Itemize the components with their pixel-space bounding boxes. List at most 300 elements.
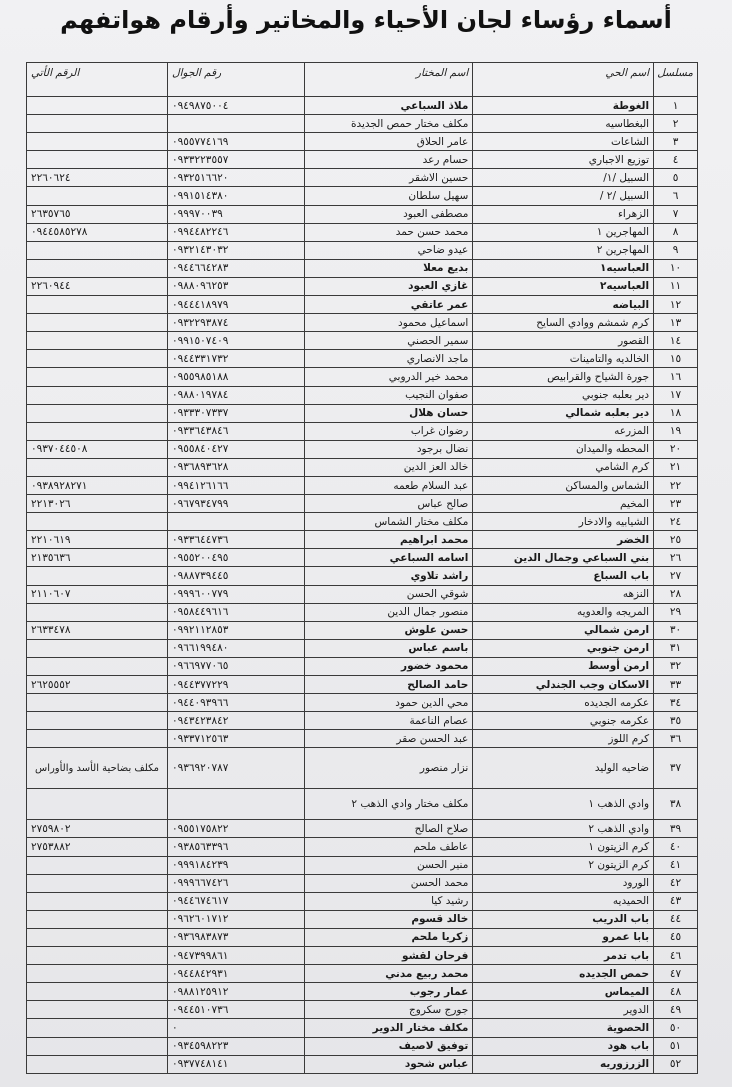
cell-mobile: ٠٩٤٤٦٧٤٦١٧ [167, 892, 304, 910]
cell-neighborhood: السبيل /٢ / [473, 187, 654, 205]
table-row [27, 621, 698, 639]
cell-serial: ٥ [654, 169, 698, 187]
cell-landline [27, 1037, 168, 1055]
cell-mukhtar: خالد قسوم [304, 910, 473, 928]
cell-mukhtar: عبد السلام طعمه [304, 476, 473, 494]
table-row [27, 187, 698, 205]
cell-mukhtar: عبد الحسن صقر [304, 730, 473, 748]
cell-neighborhood: الخضر [473, 531, 654, 549]
cell-serial: ١٥ [654, 350, 698, 368]
cell-mobile: ٠٩٣٦٩٨٣٨٧٣ [167, 928, 304, 946]
cell-neighborhood: المزرعه [473, 422, 654, 440]
cell-mobile: ٠٩٤٣٤٢٣٨٤٢ [167, 712, 304, 730]
cell-neighborhood: ارمن أوسط [473, 657, 654, 675]
cell-mukhtar: حامد الصالح [304, 676, 473, 694]
cell-mobile: ٠٩٦٧٩٣٤٧٩٩ [167, 495, 304, 513]
cell-serial: ٤٧ [654, 965, 698, 983]
cell-serial: ٣٢ [654, 657, 698, 675]
cell-landline [27, 603, 168, 621]
cell-mobile: ٠٩٩٤١٢٦١٦٦ [167, 476, 304, 494]
cell-landline [27, 874, 168, 892]
cell-neighborhood: ارمن جنوبي [473, 639, 654, 657]
cell-mobile: ٠٩٩٩٦٠٠٧٧٩ [167, 585, 304, 603]
cell-mobile: ٠٩٣٣٧١٢٥٦٣ [167, 730, 304, 748]
cell-landline [27, 1019, 168, 1037]
cell-neighborhood: كرم الزيتون ٢ [473, 856, 654, 874]
table-row [27, 789, 698, 820]
table-row [27, 277, 698, 295]
cell-landline [27, 151, 168, 169]
cell-serial: ٤١ [654, 856, 698, 874]
header-serial: مسلسل [654, 63, 698, 97]
cell-landline: ٢٢٦٠٩٤٤ [27, 277, 168, 295]
table-row [27, 1055, 698, 1073]
table-row [27, 296, 698, 314]
cell-landline [27, 694, 168, 712]
cell-neighborhood: وادي الذهب ٢ [473, 820, 654, 838]
cell-mobile: ٠٩٩٢١١٢٨٥٣ [167, 621, 304, 639]
table-row [27, 440, 698, 458]
cell-serial: ١٣ [654, 314, 698, 332]
cell-serial: ٣٥ [654, 712, 698, 730]
cell-neighborhood: الشاعات [473, 133, 654, 151]
cell-mukhtar: محمد الحسن [304, 874, 473, 892]
cell-mobile: ٠٩٤٧٣٩٩٨٦١ [167, 947, 304, 965]
cell-landline [27, 314, 168, 332]
cell-neighborhood: الورود [473, 874, 654, 892]
cell-neighborhood: باب الدريب [473, 910, 654, 928]
cell-neighborhood: جورة الشياح والقرابيص [473, 368, 654, 386]
cell-neighborhood: كرم الزيتون ١ [473, 838, 654, 856]
cell-neighborhood: دير بعلبه جنوبي [473, 386, 654, 404]
cell-mobile [167, 513, 304, 531]
cell-neighborhood: باب تدمر [473, 947, 654, 965]
cell-landline [27, 856, 168, 874]
cell-serial: ٤٢ [654, 874, 698, 892]
cell-mukhtar: اسامه السباعي [304, 549, 473, 567]
cell-neighborhood: البياضه [473, 296, 654, 314]
cell-serial: ٢٤ [654, 513, 698, 531]
cell-mukhtar: فرحان لقشو [304, 947, 473, 965]
cell-mukhtar: صالح عباس [304, 495, 473, 513]
cell-landline [27, 657, 168, 675]
cell-serial: ١٧ [654, 386, 698, 404]
cell-mobile [167, 115, 304, 133]
cell-landline [27, 983, 168, 1001]
cell-mobile: ٠٩٤٤٥١٠٧٣٦ [167, 1001, 304, 1019]
cell-serial: ٣ [654, 133, 698, 151]
cell-mobile: ٠٩٣٣٢٢٣٥٥٧ [167, 151, 304, 169]
header-neighborhood: اسم الحي [473, 63, 654, 97]
cell-mobile: ٠٩٦٦٩٧٧٠٦٥ [167, 657, 304, 675]
cell-neighborhood: بني السباعي وجمال الدين [473, 549, 654, 567]
cell-mukhtar: عصام الناعمة [304, 712, 473, 730]
cell-neighborhood: وادي الذهب ١ [473, 789, 654, 820]
cell-serial: ٥٠ [654, 1019, 698, 1037]
cell-neighborhood: كرم الشامي [473, 458, 654, 476]
cell-mukhtar: سمير الحصني [304, 332, 473, 350]
cell-mukhtar: صلاح الصالح [304, 820, 473, 838]
cell-neighborhood: ضاحيه الوليد [473, 748, 654, 789]
cell-landline: ٢٧٥٣٨٨٢ [27, 838, 168, 856]
cell-neighborhood: حمص الجديده [473, 965, 654, 983]
cell-mobile: ٠٩٦٦١٩٩٤٨٠ [167, 639, 304, 657]
cell-landline [27, 567, 168, 585]
table-row [27, 495, 698, 513]
cell-serial: ٣١ [654, 639, 698, 657]
table-row [27, 892, 698, 910]
cell-serial: ٢ [654, 115, 698, 133]
cell-mukhtar: عامر الحلاق [304, 133, 473, 151]
cell-mobile: ٠٩٤٤٠٩٣٩٦٦ [167, 694, 304, 712]
cell-landline [27, 458, 168, 476]
cell-serial: ٢٧ [654, 567, 698, 585]
cell-mukhtar: باسم عباس [304, 639, 473, 657]
cell-landline: ٠٩٣٧٠٤٤٥٠٨ [27, 440, 168, 458]
cell-landline: ٠٩٤٤٥٨٥٢٧٨ [27, 223, 168, 241]
table-row [27, 115, 698, 133]
cell-mukhtar: زكريا ملحم [304, 928, 473, 946]
cell-mukhtar: محمود خضور [304, 657, 473, 675]
cell-neighborhood: القصور [473, 332, 654, 350]
cell-mobile: ٠٩٤٤٨٤٢٩٣١ [167, 965, 304, 983]
cell-serial: ١ [654, 97, 698, 115]
cell-mobile: ٠٩٣٧٧٤٨١٤١ [167, 1055, 304, 1073]
cell-neighborhood: الغوطة [473, 97, 654, 115]
cell-mukhtar: ماجد الانصاري [304, 350, 473, 368]
table-row [27, 404, 698, 422]
table-row [27, 350, 698, 368]
cell-mukhtar: محمد حسن حمد [304, 223, 473, 241]
cell-serial: ٥١ [654, 1037, 698, 1055]
cell-mukhtar: غازي العبود [304, 277, 473, 295]
table-row [27, 820, 698, 838]
cell-landline [27, 712, 168, 730]
cell-serial: ١٨ [654, 404, 698, 422]
cell-mukhtar: عاطف ملحم [304, 838, 473, 856]
cell-landline: ٢٦٢٥٥٥٢ [27, 676, 168, 694]
cell-landline: ٢٦٣٣٤٧٨ [27, 621, 168, 639]
cell-landline [27, 350, 168, 368]
cell-neighborhood: بابا عمرو [473, 928, 654, 946]
cell-serial: ٩ [654, 241, 698, 259]
table-row [27, 386, 698, 404]
table-row [27, 314, 698, 332]
cell-serial: ١٤ [654, 332, 698, 350]
cell-landline [27, 386, 168, 404]
cell-mukhtar: اسماعيل محمود [304, 314, 473, 332]
cell-mobile: ٠ [167, 1019, 304, 1037]
cell-landline [27, 965, 168, 983]
cell-mobile: ٠٩٣٢٥١٦٦٢٠ [167, 169, 304, 187]
cell-mobile: ٠٩٩١٥١٤٣٨٠ [167, 187, 304, 205]
cell-mobile: ٠٩٤٤٤١٨٩٧٩ [167, 296, 304, 314]
cell-mukhtar: مكلف مختار الشماس [304, 513, 473, 531]
cell-neighborhood: البغطاسيه [473, 115, 654, 133]
cell-landline [27, 910, 168, 928]
cell-mobile: ٠٩٦٢٦٠١٧١٢ [167, 910, 304, 928]
cell-neighborhood: الميماس [473, 983, 654, 1001]
cell-serial: ٢٦ [654, 549, 698, 567]
cell-landline: مكلف بضاحية الأسد والأوراس [27, 748, 168, 789]
cell-mukhtar: مصطفى العبود [304, 205, 473, 223]
cell-landline: ٢٧٥٩٨٠٢ [27, 820, 168, 838]
header-mobile: رقم الجوال [167, 63, 304, 97]
cell-landline: ٢٦٣٥٧٦٥ [27, 205, 168, 223]
cell-serial: ٣٠ [654, 621, 698, 639]
cell-mukhtar: شوقي الحسن [304, 585, 473, 603]
cell-neighborhood: الخالديه والتامينات [473, 350, 654, 368]
cell-mobile: ٠٩٥٥٢٠٠٤٩٥ [167, 549, 304, 567]
table-row [27, 1019, 698, 1037]
cell-serial: ٤٦ [654, 947, 698, 965]
cell-mukhtar: ملاذ السباعي [304, 97, 473, 115]
cell-landline [27, 259, 168, 277]
cell-landline [27, 730, 168, 748]
cell-mobile: ٠٩٨٨٠٩٦٢٥٣ [167, 277, 304, 295]
cell-mobile: ٠٩٩٤٤٨٢٢٤٦ [167, 223, 304, 241]
cell-mukhtar: حسام رعد [304, 151, 473, 169]
table-row [27, 549, 698, 567]
table-row [27, 531, 698, 549]
table-row [27, 259, 698, 277]
cell-landline [27, 422, 168, 440]
cell-mukhtar: عمر عاتقي [304, 296, 473, 314]
cell-neighborhood: الاسكان وجب الجندلي [473, 676, 654, 694]
table-row [27, 965, 698, 983]
cell-serial: ١١ [654, 277, 698, 295]
cell-neighborhood: الشماس والمساكن [473, 476, 654, 494]
cell-neighborhood: عكرمه الجديده [473, 694, 654, 712]
cell-serial: ١٠ [654, 259, 698, 277]
cell-mukhtar: جورج سكروج [304, 1001, 473, 1019]
cell-serial: ٣٦ [654, 730, 698, 748]
cell-serial: ٢١ [654, 458, 698, 476]
table-row [27, 133, 698, 151]
table-row [27, 928, 698, 946]
cell-serial: ٤٥ [654, 928, 698, 946]
cell-serial: ١٩ [654, 422, 698, 440]
header-mukhtar: اسم المختار [304, 63, 473, 97]
cell-neighborhood: الشيابيه والادخار [473, 513, 654, 531]
cell-mobile: ٠٩٤٤٣٧٧٢٢٩ [167, 676, 304, 694]
table-row [27, 983, 698, 1001]
cell-mobile: ٠٩٤٤٦٦٤٢٨٣ [167, 259, 304, 277]
table-row [27, 856, 698, 874]
table-row [27, 1001, 698, 1019]
cell-serial: ١٦ [654, 368, 698, 386]
cell-mobile [167, 789, 304, 820]
table-row [27, 585, 698, 603]
cell-serial: ٦ [654, 187, 698, 205]
cell-neighborhood: السبيل /١/ [473, 169, 654, 187]
cell-mukhtar: نضال برجود [304, 440, 473, 458]
cell-landline [27, 1001, 168, 1019]
cell-landline [27, 368, 168, 386]
cell-mobile: ٠٩٩٩١٨٤٢٣٩ [167, 856, 304, 874]
page-title: أسماء رؤساء لجان الأحياء والمخاتير وأرقام هواتفهم [60, 6, 672, 34]
table-row [27, 838, 698, 856]
table-body [27, 97, 698, 1074]
cell-mobile: ٠٩٤٤٣٣١٧٣٢ [167, 350, 304, 368]
cell-mukhtar: مكلف مختار الدوير [304, 1019, 473, 1037]
cell-landline [27, 947, 168, 965]
cell-mobile: ٠٩٣٨٥٦٣٣٩٦ [167, 838, 304, 856]
table-row [27, 458, 698, 476]
cell-neighborhood: ارمن شمالي [473, 621, 654, 639]
cell-serial: ٢٨ [654, 585, 698, 603]
cell-mukhtar: خالد العز الدين [304, 458, 473, 476]
cell-neighborhood: باب السباع [473, 567, 654, 585]
cell-mobile: ٠٩٩٩٧٠٠٣٩ [167, 205, 304, 223]
cell-mukhtar: حسين الاشقر [304, 169, 473, 187]
cell-landline [27, 928, 168, 946]
cell-neighborhood: المريجه والعدويه [473, 603, 654, 621]
cell-serial: ٣٧ [654, 748, 698, 789]
cell-landline: ٢٢١٣٠٢٦ [27, 495, 168, 513]
cell-mobile: ٠٩٣٦٨٩٣٦٢٨ [167, 458, 304, 476]
cell-mukhtar: مكلف مختار وادي الذهب ٢ [304, 789, 473, 820]
table-row [27, 151, 698, 169]
cell-landline: ٢١٣٥٦٣٦ [27, 549, 168, 567]
cell-mobile: ٠٩٣٤٥٩٨٢٢٣ [167, 1037, 304, 1055]
cell-mukhtar: توفيق لاصيف [304, 1037, 473, 1055]
cell-mukhtar: رشيد كيا [304, 892, 473, 910]
cell-landline: ٠٩٣٨٩٢٨٢٧١ [27, 476, 168, 494]
cell-mukhtar: نزار منصور [304, 748, 473, 789]
cell-mukhtar: عباس شحود [304, 1055, 473, 1073]
cell-neighborhood: عكرمه جنوبي [473, 712, 654, 730]
cell-mobile: ٠٩٩٩٦٦٧٤٢٦ [167, 874, 304, 892]
cell-mobile: ٠٩٩١٥٠٧٤٠٩ [167, 332, 304, 350]
cell-neighborhood: الدوير [473, 1001, 654, 1019]
table-row [27, 241, 698, 259]
cell-serial: ٢٥ [654, 531, 698, 549]
table-row [27, 476, 698, 494]
cell-landline [27, 133, 168, 151]
table-row [27, 368, 698, 386]
cell-mukhtar: محي الدين حمود [304, 694, 473, 712]
header-landline: الرقم الأتي [27, 63, 168, 97]
cell-serial: ٣٩ [654, 820, 698, 838]
cell-mukhtar: سهيل سلطان [304, 187, 473, 205]
cell-mukhtar: بديع معلا [304, 259, 473, 277]
table-row [27, 910, 698, 928]
cell-mobile: ٠٩٣٢١٤٣٠٣٢ [167, 241, 304, 259]
table-row [27, 567, 698, 585]
cell-serial: ٤٩ [654, 1001, 698, 1019]
cell-mobile: ٠٩٣٣٦٤٤٧٣٦ [167, 531, 304, 549]
cell-mobile: ٠٩٥٥١٧٥٨٢٢ [167, 820, 304, 838]
cell-mukhtar: راشد تلاوي [304, 567, 473, 585]
cell-serial: ١٢ [654, 296, 698, 314]
table-row [27, 97, 698, 115]
cell-landline [27, 187, 168, 205]
table-row [27, 712, 698, 730]
cell-landline [27, 892, 168, 910]
table-row [27, 748, 698, 789]
cell-serial: ٢٠ [654, 440, 698, 458]
cell-mukhtar: محمد ربيع مدني [304, 965, 473, 983]
cell-neighborhood: المخيم [473, 495, 654, 513]
table-row [27, 730, 698, 748]
cell-mobile: ٠٩٨٨٧٣٩٤٤٥ [167, 567, 304, 585]
cell-landline [27, 97, 168, 115]
cell-landline [27, 1055, 168, 1073]
cell-serial: ٣٨ [654, 789, 698, 820]
cell-mukhtar: مكلف مختار حمص الجديدة [304, 115, 473, 133]
cell-serial: ٧ [654, 205, 698, 223]
cell-serial: ٨ [654, 223, 698, 241]
table-row [27, 223, 698, 241]
cell-neighborhood: دير بعلبه شمالي [473, 404, 654, 422]
cell-mukhtar: عمار رجوب [304, 983, 473, 1001]
cell-mobile: ٠٩٣٢٢٩٣٨٧٤ [167, 314, 304, 332]
cell-landline [27, 789, 168, 820]
table-row [27, 169, 698, 187]
cell-neighborhood: العباسيه١ [473, 259, 654, 277]
table-row [27, 947, 698, 965]
cell-serial: ٤٨ [654, 983, 698, 1001]
cell-neighborhood: الحميديه [473, 892, 654, 910]
cell-mukhtar: محمد خير الدروبي [304, 368, 473, 386]
cell-mobile: ٠٩٣٣٦٤٣٨٤٦ [167, 422, 304, 440]
cell-landline [27, 513, 168, 531]
cell-mobile: ٠٩٨٨٠١٩٧٨٤ [167, 386, 304, 404]
cell-mobile: ٠٩٥٥٨٤٠٤٢٧ [167, 440, 304, 458]
cell-mobile: ٠٩٣٦٩٢٠٧٨٧ [167, 748, 304, 789]
cell-serial: ٢٣ [654, 495, 698, 513]
cell-neighborhood: المهاجرين ١ [473, 223, 654, 241]
table-row [27, 639, 698, 657]
cell-neighborhood: المهاجرين ٢ [473, 241, 654, 259]
contacts-table [26, 62, 698, 1074]
cell-landline [27, 296, 168, 314]
cell-mukhtar: رضوان غراب [304, 422, 473, 440]
cell-serial: ٤٤ [654, 910, 698, 928]
table-row [27, 422, 698, 440]
cell-landline: ٢١١٠٦٠٧ [27, 585, 168, 603]
cell-neighborhood: كرم شمشم ووادي السايح [473, 314, 654, 332]
cell-mukhtar: حسان هلال [304, 404, 473, 422]
cell-neighborhood: الحصوية [473, 1019, 654, 1037]
cell-mobile: ٠٩٥٨٤٤٩٦١٦ [167, 603, 304, 621]
cell-serial: ٢٢ [654, 476, 698, 494]
cell-neighborhood: المحطه والميدان [473, 440, 654, 458]
cell-landline [27, 332, 168, 350]
cell-mobile: ٠٩٥٥٧٧٤١٦٩ [167, 133, 304, 151]
cell-serial: ٤ [654, 151, 698, 169]
cell-mobile: ٠٩٥٥٩٨٥١٨٨ [167, 368, 304, 386]
table-row [27, 1037, 698, 1055]
cell-neighborhood: الزرزوريه [473, 1055, 654, 1073]
table-row [27, 874, 698, 892]
cell-mobile: ٠٩٣٣٣٠٧٣٣٧ [167, 404, 304, 422]
cell-mukhtar: منصور جمال الدين [304, 603, 473, 621]
cell-mobile: ٠٩٤٩٨٧٥٠٠٤ [167, 97, 304, 115]
cell-mobile: ٠٩٨٨١٢٥٩١٢ [167, 983, 304, 1001]
table-row [27, 603, 698, 621]
cell-neighborhood: كرم اللوز [473, 730, 654, 748]
cell-landline: ٢٢٦٠٦٢٤ [27, 169, 168, 187]
cell-mukhtar: صفوان النجيب [304, 386, 473, 404]
cell-mukhtar: محمد ابراهيم [304, 531, 473, 549]
table-row [27, 676, 698, 694]
cell-neighborhood: العباسيه٢ [473, 277, 654, 295]
cell-mukhtar: حسن علوش [304, 621, 473, 639]
cell-neighborhood: توزيع الاجباري [473, 151, 654, 169]
cell-serial: ٥٢ [654, 1055, 698, 1073]
